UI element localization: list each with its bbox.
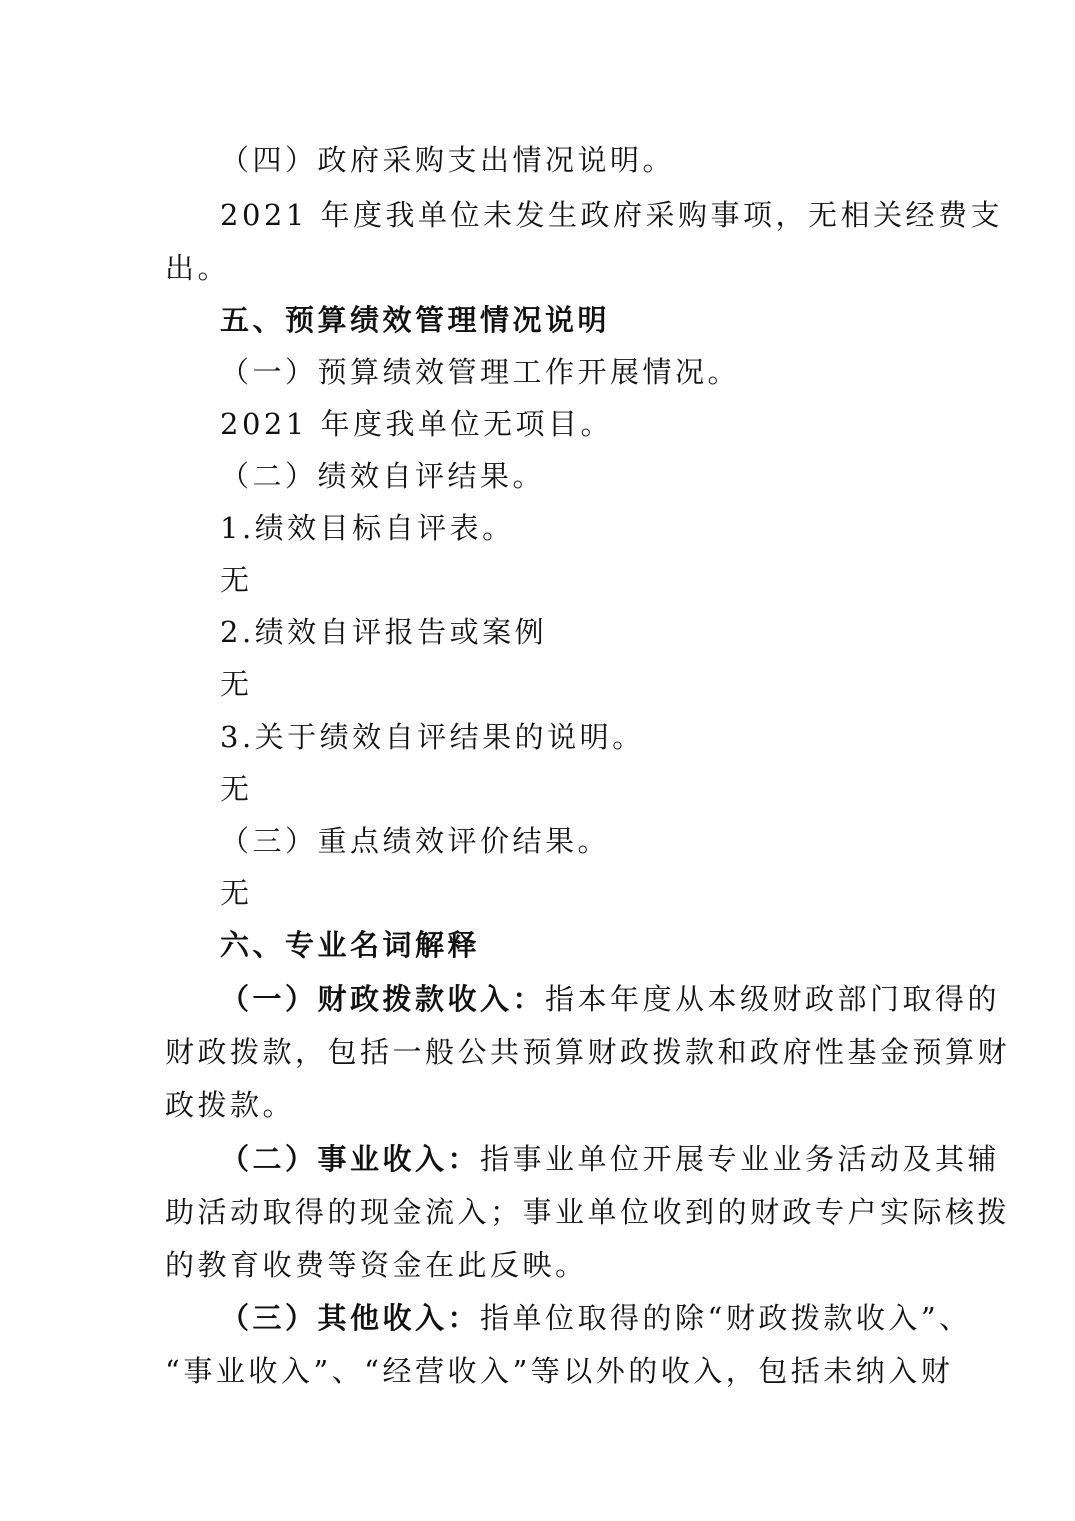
term1-line1 <box>220 973 1001 1025</box>
term3-line1 <box>220 1292 972 1344</box>
term3-def-start: 指单位取得的除“财政拨款收入”、 <box>480 1301 972 1335</box>
section5-sub2-heading: （二）绩效自评结果。 <box>220 459 546 493</box>
section4-para-line2: 出。 <box>165 251 231 285</box>
term2-line2: 助活动取得的现金流入；事业单位收到的财政专户实际核拨 <box>165 1195 1011 1229</box>
section5-title: 五、预算绩效管理情况说明 <box>220 303 611 337</box>
term1-line2: 财政拨款，包括一般公共预算财政拨款和政府性基金预算财 <box>165 1035 1011 1069</box>
term3-name: （三）其他收入： <box>220 1301 481 1335</box>
section4-heading: （四）政府采购支出情况说明。 <box>220 143 676 177</box>
term2-def-start: 指事业单位开展专业业务活动及其辅 <box>480 1142 1001 1176</box>
term1-def-start: 指本年度从本级财政部门取得的 <box>545 982 1001 1016</box>
section5-item2-label: 2.绩效自评报告或案例 <box>220 615 548 649</box>
term2-line3: 的教育收费等资金在此反映。 <box>165 1248 588 1282</box>
section5-sub3-value: 无 <box>220 876 253 910</box>
section5-sub1-heading: （一）预算绩效管理工作开展情况。 <box>220 355 741 389</box>
section6-title: 六、专业名词解释 <box>220 928 481 962</box>
section5-item1-value: 无 <box>220 563 253 597</box>
section5-item2-value: 无 <box>220 667 253 701</box>
term2-name: （二）事业收入： <box>220 1142 481 1176</box>
term2-line1 <box>220 1133 1001 1185</box>
section5-item3-label: 3.关于绩效自评结果的说明。 <box>220 720 645 754</box>
term3-line2: “事业收入”、“经营收入”等以外的收入，包括未纳入财 <box>165 1354 954 1388</box>
section4-para-line1: 2021 年度我单位未发生政府采购事项，无相关经费支 <box>220 198 1004 232</box>
section5-sub1-text: 2021 年度我单位无项目。 <box>220 407 614 441</box>
section5-item1-label: 1.绩效目标自评表。 <box>220 511 515 545</box>
section5-sub3-heading: （三）重点绩效评价结果。 <box>220 824 611 858</box>
section5-item3-value: 无 <box>220 772 253 806</box>
term1-name: （一）财政拨款收入： <box>220 982 546 1016</box>
term1-line3: 政拨款。 <box>165 1088 296 1122</box>
